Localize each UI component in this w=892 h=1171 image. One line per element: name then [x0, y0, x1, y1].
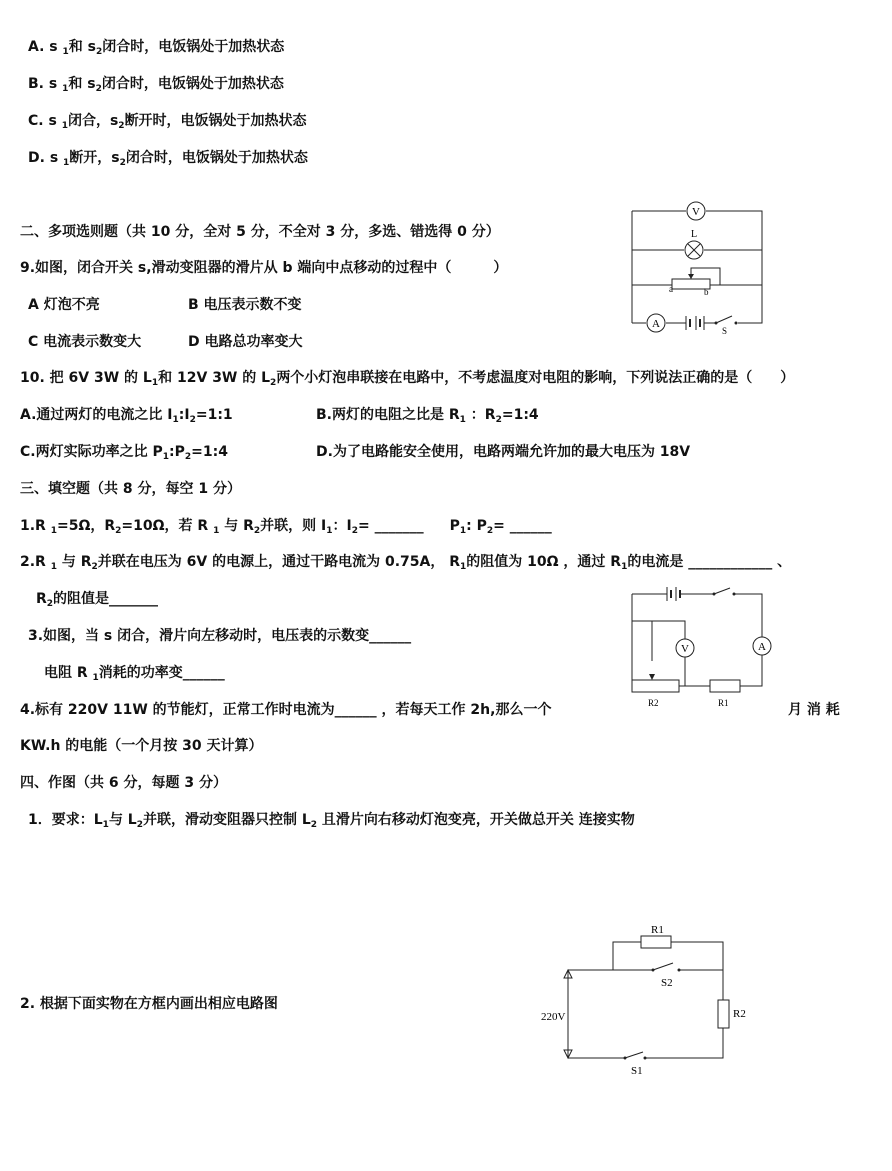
- switch-s2-blade: [653, 963, 673, 970]
- q8-option-c: [28, 112, 307, 135]
- resistor-r2-body: [718, 1000, 729, 1028]
- switch-contact: [713, 593, 716, 596]
- r1-label: R1: [718, 698, 729, 708]
- q8-option-b: [28, 75, 284, 98]
- subscript: 1: [50, 562, 57, 572]
- subscript: 2: [495, 415, 502, 425]
- subscript: 1: [151, 378, 159, 388]
- fill-q3-circuit-diagram: [622, 582, 772, 714]
- switch-contact: [678, 969, 681, 972]
- switch-label: S: [722, 326, 728, 335]
- voltmeter-icon: [676, 639, 694, 657]
- rheostat-r2-body: [632, 680, 679, 692]
- fill-q3-line2: [44, 664, 225, 687]
- q9-option-c: C 电流表示数变大: [28, 334, 142, 350]
- voltmeter-label: V: [692, 206, 700, 218]
- subscript: 2: [91, 562, 98, 572]
- drawing-q2-circuit: [535, 920, 755, 1080]
- subscript: 1: [102, 820, 109, 830]
- fill-q4-line2: KW.h 的电能（一个月按 30 天计算）: [20, 738, 263, 754]
- subscript: 1: [459, 526, 467, 536]
- q9-option-a: A 灯泡不亮: [28, 297, 100, 313]
- lamp-icon: [685, 229, 703, 259]
- q10-option-c: [20, 443, 228, 466]
- text: 的电流是 ____________ 、: [627, 554, 792, 570]
- subscript: 2: [253, 526, 261, 536]
- text: 和 s: [68, 76, 96, 92]
- text: = _______: [357, 518, 424, 534]
- slider-arrow-icon: [688, 274, 694, 279]
- q9-circuit-diagram: [620, 200, 770, 335]
- switch-blade: [714, 588, 730, 594]
- fill-q4-line1: 4.标有 220V 11W 的节能灯，正常工作时电流为______ ，若每天工作 2h,那么一个: [20, 702, 552, 718]
- subscript: 1: [459, 415, 466, 425]
- q10-option-a: [20, 406, 233, 429]
- switch-s1-blade: [625, 1052, 643, 1058]
- fill-q2-line2: [36, 590, 158, 613]
- text: P: [449, 518, 460, 534]
- r2-label: R2: [648, 698, 659, 708]
- subscript: 1: [460, 562, 467, 572]
- text: 闭合时，电饭锅处于加热状态: [125, 150, 308, 166]
- text: 闭合时，电饭锅处于加热状态: [101, 76, 284, 92]
- subscript: 2: [46, 599, 54, 609]
- switch-blade: [716, 316, 732, 323]
- text: =10Ω，若 R: [121, 518, 214, 534]
- text: 闭合时，电饭锅处于加热状态: [102, 39, 285, 55]
- q9-stem: 9.如图，闭合开关 s,滑动变阻器的滑片从 b 端向中点移动的过程中（ ）: [20, 260, 508, 276]
- text: 闭合，s: [67, 113, 119, 129]
- subscript: 1: [92, 673, 99, 683]
- text: 且滑片向右移动灯泡变亮，开关做总开关 连接实物: [317, 812, 635, 828]
- text: 的阻值是_______: [53, 591, 159, 607]
- wire: [632, 621, 685, 640]
- ammeter-label: A: [758, 641, 766, 653]
- switch-contact: [733, 593, 736, 596]
- q9-option-d: D 电路总功率变大: [188, 334, 303, 350]
- text: =1:4: [501, 407, 539, 423]
- slider-arrow-icon: [649, 674, 655, 680]
- q10-option-d: D.为了电路能安全使用，电路两端允许加的最大电压为 18V: [316, 444, 691, 460]
- subscript: 2: [189, 415, 196, 425]
- s1-label: S1: [631, 1065, 643, 1077]
- text: D. s: [28, 150, 64, 166]
- resistor-r1-body: [710, 680, 740, 692]
- q8-option-d: [28, 149, 308, 172]
- text: =5Ω，R: [56, 518, 116, 534]
- r1-label: R1: [651, 924, 664, 936]
- voltmeter-icon: [687, 202, 705, 220]
- text: : P: [466, 518, 487, 534]
- voltmeter-label: V: [681, 643, 689, 655]
- subscript: 1: [326, 526, 333, 536]
- resistor-r1-body: [641, 936, 671, 948]
- text: = ______: [493, 518, 552, 534]
- text: A.通过两灯的电流之比 I: [20, 407, 173, 423]
- section2-heading: 二、多项选则题（共 10 分，全对 5 分，不全对 3 分，多选、错选得 0 分）: [20, 224, 500, 240]
- switch-contact: [715, 322, 718, 325]
- ammeter-icon: [753, 637, 771, 655]
- q10-option-b: [316, 406, 539, 429]
- switch-contact: [644, 1057, 647, 1060]
- text: 1．要求：L: [28, 812, 103, 828]
- ammeter-icon: [647, 314, 665, 332]
- text: 1.R: [20, 518, 51, 534]
- text: 两个小灯泡串联接在电路中，不考虑温度对电阻的影响，下列说法正确的是（ ）: [276, 370, 795, 386]
- subscript: 2: [184, 452, 192, 462]
- text: =1:1: [195, 407, 233, 423]
- battery-icon: [667, 587, 680, 601]
- subscript: 2: [351, 526, 358, 536]
- text: 与 L: [108, 812, 137, 828]
- switch-contact: [624, 1057, 627, 1060]
- section4-heading: 四、作图（共 6 分，每题 3 分）: [20, 775, 227, 791]
- subscript: 1: [61, 121, 68, 131]
- wire: [671, 942, 723, 970]
- text: B. s: [28, 76, 63, 92]
- subscript: 2: [136, 820, 143, 830]
- battery-icon: [686, 316, 704, 330]
- text: 消耗的功率变______: [98, 665, 225, 681]
- ammeter-label: A: [652, 318, 660, 330]
- subscript: 2: [95, 47, 103, 57]
- text: 和 12V 3W 的 L: [158, 370, 271, 386]
- text: :P: [169, 444, 185, 460]
- text: ：I: [332, 518, 352, 534]
- drawing-q1: [28, 811, 635, 834]
- voltage-label: 220V: [541, 1011, 566, 1023]
- text: 断开时，电饭锅处于加热状态: [124, 113, 307, 129]
- text: C. s: [28, 113, 62, 129]
- subscript: 1: [62, 47, 69, 57]
- q9-option-b: B 电压表示数不变: [188, 297, 302, 313]
- text: 并联，则 I: [260, 518, 327, 534]
- text: 的阻值为 10Ω ，通过 R: [466, 554, 622, 570]
- text: 和 s: [68, 39, 96, 55]
- subscript: 2: [115, 526, 122, 536]
- lamp-label: L: [690, 229, 698, 240]
- subscript: 2: [270, 378, 277, 388]
- r2-label: R2: [733, 1008, 746, 1020]
- text: 2.R: [20, 554, 51, 570]
- subscript: 1: [213, 526, 220, 536]
- fill-q2-line1: [20, 553, 791, 576]
- text: 电阻 R: [44, 665, 93, 681]
- text: :I: [178, 407, 190, 423]
- subscript: 2: [310, 820, 318, 830]
- text: R: [36, 591, 47, 607]
- text: =1:4: [191, 444, 228, 460]
- subscript: 2: [95, 84, 102, 94]
- text: 10. 把 6V 3W 的 L: [20, 370, 152, 386]
- subscript: 1: [62, 84, 69, 94]
- fill-q4-line1-tail: 月 消 耗: [788, 702, 840, 718]
- wire: [632, 594, 652, 661]
- text: 并联，滑动变阻器只控制 L: [143, 812, 311, 828]
- text: 与 R: [56, 554, 92, 570]
- q10-stem: [20, 369, 794, 392]
- text: 与 R: [219, 518, 254, 534]
- subscript: 2: [119, 158, 126, 168]
- switch-contact: [735, 322, 738, 325]
- section3-heading: 三、填空题（共 8 分，每空 1 分）: [20, 481, 241, 497]
- text: A. s: [28, 39, 63, 55]
- text: 断开，s: [69, 150, 120, 166]
- wire: [706, 211, 762, 323]
- slider-wire: [691, 268, 720, 285]
- subscript: 1: [50, 526, 57, 536]
- fill-q1: [20, 517, 552, 540]
- subscript: 1: [172, 415, 179, 425]
- text: C.两灯实际功率之比 P: [20, 444, 163, 460]
- text: ：R: [465, 407, 496, 423]
- s2-label: S2: [661, 977, 673, 989]
- text: 并联在电压为 6V 的电源上，通过干路电流为 0.75A， R: [97, 554, 461, 570]
- drawing-q2: 2. 根据下面实物在方框内画出相应电路图: [20, 996, 278, 1012]
- wire: [613, 942, 641, 970]
- subscript: 1: [63, 158, 70, 168]
- fill-q3-line1: 3.如图，当 s 闭合，滑片向左移动时，电压表的示数变______: [28, 628, 412, 644]
- subscript: 1: [162, 452, 169, 462]
- subscript: 2: [118, 121, 125, 131]
- switch-contact: [652, 969, 655, 972]
- wire: [645, 1028, 723, 1058]
- subscript: 1: [621, 562, 628, 572]
- end-b-label: b: [704, 287, 709, 297]
- q8-option-a: [28, 38, 284, 61]
- text: B.两灯的电阻之比是 R: [316, 407, 460, 423]
- subscript: 2: [486, 526, 494, 536]
- end-a-label: a: [669, 284, 673, 294]
